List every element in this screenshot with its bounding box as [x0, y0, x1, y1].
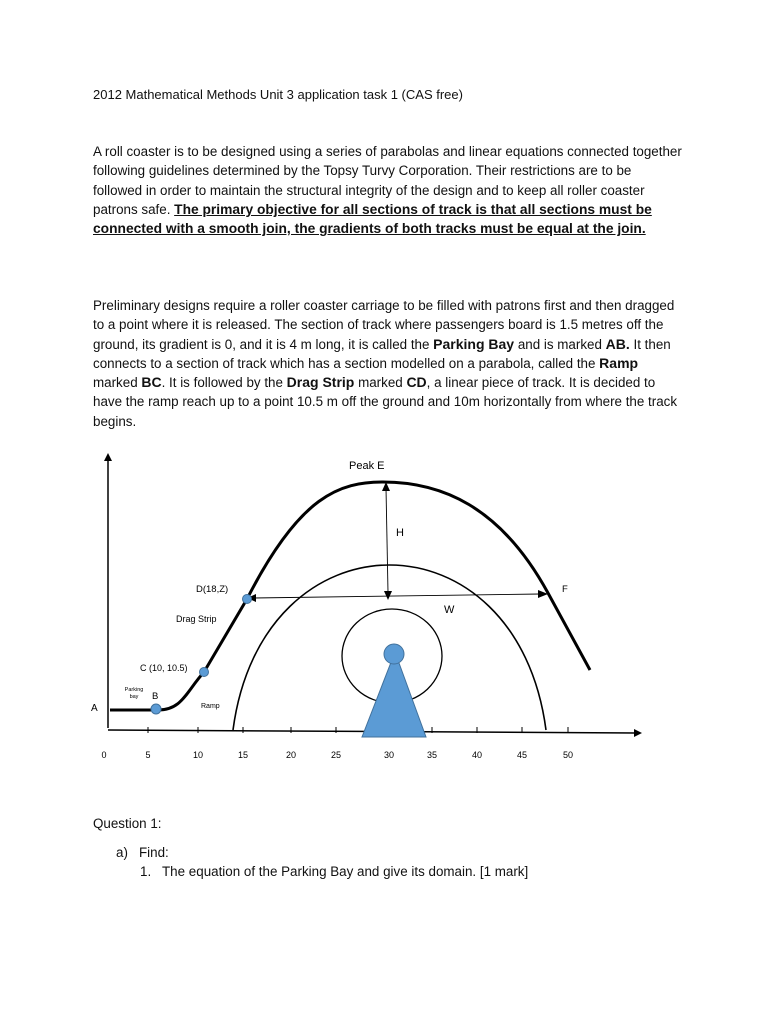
h-arrow-bottom: [384, 591, 392, 600]
desc-text-4: marked: [93, 375, 142, 391]
term-bc: BC: [141, 374, 162, 391]
term-ramp: Ramp: [599, 354, 639, 371]
label-d: D(18,Z): [196, 584, 229, 595]
tower-hub: [384, 644, 404, 664]
term-ab: AB.: [605, 335, 630, 352]
intro-emphasis: The primary objective for all sections of track is that all sections must be connected with a smooth join, the gradients of both tracks must be equal at the join.: [93, 201, 652, 237]
support-tower: [362, 652, 426, 737]
document-title: 2012 Mathematical Methods Unit 3 application task 1 (CAS free): [93, 87, 463, 102]
desc-text-7: , a linear piece of track. It is decided to have the ramp reach up to a point 10.5 m off the ground and 10m horizontally from where the track begins.: [93, 375, 678, 429]
item-number: 1.: [140, 864, 152, 879]
question-part-a: [116, 845, 169, 860]
x-tick-label: 5: [145, 750, 151, 760]
question-heading: Question 1:: [93, 816, 162, 831]
desc-text-1: Preliminary designs require a roller coaster carriage to be filled with patrons first and then dragged to a point where it is released. The section of track where passengers board is 1.5 metres off the ground, its gradient is 0, and it is 4 m long, it is called the: [93, 298, 675, 352]
desc-text-2: and is marked: [514, 336, 606, 352]
x-tick-label: 30: [383, 750, 395, 760]
x-tick-label: 35: [426, 750, 438, 760]
item-text: The equation of the Parking Bay and give its domain. [1 mark]: [162, 864, 529, 879]
x-tick-label: 15: [237, 750, 249, 760]
term-cd: CD: [406, 374, 427, 391]
label-ramp: Ramp: [201, 703, 220, 710]
x-tick-label: 40: [471, 750, 483, 760]
x-tick-label: 10: [192, 750, 204, 760]
h-dimension-line: [386, 488, 388, 592]
roller-coaster-diagram: [0, 440, 768, 770]
width-dimension: [247, 590, 548, 602]
coaster-track: [110, 482, 590, 710]
x-tick-label: 50: [562, 750, 574, 760]
label-c: C (10, 10.5): [140, 663, 188, 673]
description-paragraph: [93, 296, 683, 431]
question-item: [140, 864, 528, 879]
desc-text-6: marked: [354, 375, 407, 391]
point-d: [243, 595, 252, 604]
x-tick-label: 0: [101, 750, 107, 760]
point-c: [200, 668, 209, 677]
label-w: W: [444, 604, 455, 616]
intro-paragraph: [93, 142, 683, 238]
x-axis-tick-labels: [101, 750, 573, 760]
label-a: A: [91, 703, 98, 714]
height-dimension: [382, 482, 392, 600]
w-dimension-line: [254, 594, 540, 598]
label-drag-strip: Drag Strip: [176, 614, 217, 624]
desc-text-3: It then connects to a section of track which has a section modelled on a parabola, called the: [93, 336, 671, 371]
label-h: H: [396, 527, 404, 539]
part-a-text: Find:: [139, 845, 169, 860]
label-b: B: [152, 691, 159, 702]
x-tick-label: 20: [285, 750, 297, 760]
x-tick-label: 25: [330, 750, 342, 760]
label-parking-bay-1: Parking: [124, 687, 144, 693]
intro-text: A roll coaster is to be designed using a series of parabolas and linear equations connected together following guidelines determined by the Topsy Turvy Corporation. Their restrictions are to be followed in order to maintain the structural integrity of the design and to keep all roller coaster patrons safe.: [93, 144, 682, 217]
x-tick-label: 45: [516, 750, 528, 760]
label-peak-e: Peak E: [349, 460, 385, 472]
point-b: [151, 704, 161, 714]
desc-text-5: . It is followed by the: [161, 375, 287, 391]
label-f: F: [562, 584, 568, 595]
term-parking-bay: Parking Bay: [433, 335, 515, 352]
term-drag-strip: Drag Strip: [286, 374, 355, 391]
label-parking-bay-2: bay: [129, 694, 139, 700]
part-a-label: a): [116, 845, 128, 860]
